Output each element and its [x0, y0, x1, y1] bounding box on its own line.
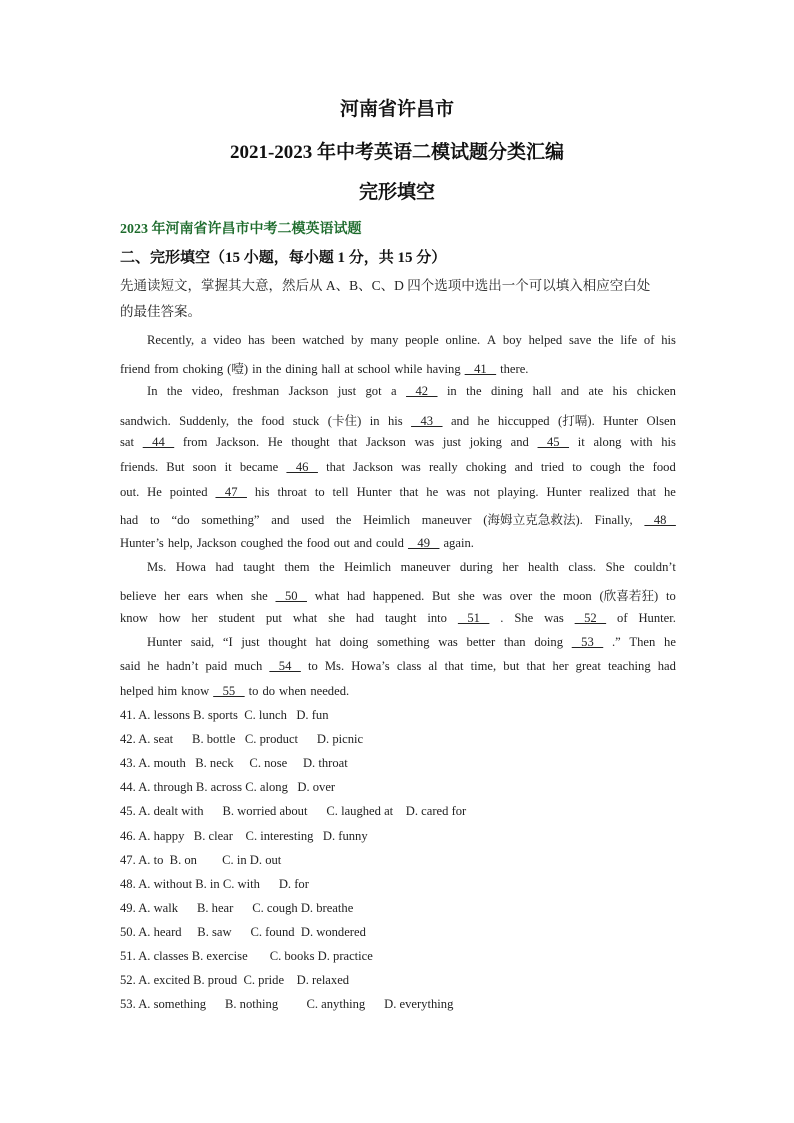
- passage-word: moon: [563, 589, 592, 603]
- passage-word: into: [427, 611, 447, 625]
- passage-line: [120, 485, 676, 500]
- passage-word: “do: [171, 513, 190, 527]
- passage-word: food: [652, 460, 676, 474]
- passage-line: [120, 659, 676, 674]
- passage-word: couldn’t: [634, 560, 676, 574]
- option-line: 42. A. seat B. bottle C. product D. picnic: [120, 732, 364, 746]
- passage-word: when: [215, 589, 244, 603]
- passage-word: al: [428, 659, 438, 673]
- passage-word: the: [598, 333, 614, 347]
- passage-word: there.: [500, 362, 529, 376]
- passage-word: has: [248, 333, 265, 347]
- option-line: 50. A. heard B. saw C. found D. wondered: [120, 925, 366, 939]
- instruction-line: 的最佳答案。: [120, 304, 201, 319]
- passage-line: [120, 410, 676, 429]
- passage-word: better: [466, 635, 496, 649]
- option-line: 52. A. excited B. proud C. pride D. relaxed: [120, 973, 350, 987]
- passage-line: [120, 358, 676, 377]
- passage-word: to: [572, 460, 582, 474]
- passage-word: the: [319, 560, 335, 574]
- passage-word: tried: [540, 460, 565, 474]
- passage-word: pointed: [169, 485, 208, 499]
- answer-blank: 52: [574, 611, 607, 625]
- passage-word: paid: [205, 659, 228, 673]
- document-title-topic: 完形填空: [358, 182, 435, 203]
- passage-word: coughed: [240, 536, 284, 550]
- passage-word: the: [336, 513, 352, 527]
- passage-word: Ms.: [324, 659, 345, 673]
- passage-word: his: [661, 333, 676, 347]
- passage-word: his: [612, 384, 628, 398]
- passage-word: maneuver: [400, 560, 451, 574]
- option-line: 51. A. classes B. exercise C. books D. practice: [120, 949, 373, 963]
- passage-word: got: [365, 384, 382, 398]
- passage-word: a: [200, 333, 207, 347]
- passage-word: choking: [182, 362, 224, 376]
- instruction-line: 先通读短文，掌握其大意，然后从 A、B、C、D 四个选项中选出一个可以填入相应空白处: [120, 278, 651, 293]
- passage-word: taught: [385, 611, 417, 625]
- passage-line: [120, 509, 676, 528]
- passage-word: had: [120, 513, 139, 527]
- passage-word: his: [387, 414, 403, 428]
- passage-word: life: [620, 333, 638, 347]
- option-line: 49. A. walk B. hear C. cough D. breathe: [120, 901, 354, 915]
- passage-word: her: [502, 560, 519, 574]
- passage-word: and: [271, 513, 290, 527]
- passage-word: that: [326, 460, 345, 474]
- passage-word: Then: [629, 635, 656, 649]
- passage-word: had: [346, 589, 366, 603]
- passage-word: thought: [268, 635, 307, 649]
- passage-word: .”: [611, 635, 621, 649]
- passage-word: Heimlich: [363, 513, 411, 527]
- answer-blank: 49: [407, 536, 440, 550]
- answer-blank: 42: [406, 384, 438, 398]
- passage-word: had: [215, 560, 234, 574]
- passage-word: But: [166, 460, 185, 474]
- passage-word: she: [250, 589, 268, 603]
- passage-word: out.: [120, 485, 140, 499]
- passage-word: student: [218, 611, 255, 625]
- passage-word: became: [239, 460, 279, 474]
- passage-word: sat: [120, 435, 134, 449]
- option-line: 44. A. through B. across C. along D. over: [120, 780, 336, 794]
- passage-word: throat: [277, 485, 307, 499]
- passage-word: doing: [534, 635, 564, 649]
- passage-word: Jackson: [196, 536, 237, 550]
- passage-word: what: [292, 611, 318, 625]
- passage-word: hall: [321, 362, 341, 376]
- passage-word: in: [446, 384, 457, 398]
- passage-word: was: [438, 635, 458, 649]
- passage-word: of: [643, 333, 655, 347]
- passage-word: Hunter: [546, 485, 582, 499]
- passage-word: he: [147, 659, 160, 673]
- passage-word: said,: [190, 635, 215, 649]
- passage-word: just: [337, 384, 357, 398]
- passage-word: he: [663, 485, 676, 499]
- passage-word: Hunter’s: [120, 536, 164, 550]
- passage-word: Hunter.: [638, 611, 676, 625]
- passage-word: joking: [469, 435, 502, 449]
- passage-word: (欣喜若狂): [599, 589, 659, 603]
- passage-word: something”: [201, 513, 260, 527]
- passage-word: chicken: [636, 384, 676, 398]
- passage-word: to: [149, 513, 160, 527]
- passage-word: with: [630, 435, 653, 449]
- passage-word: friend: [120, 362, 151, 376]
- passage-word: that: [526, 659, 546, 673]
- passage-word: Jackson: [365, 435, 406, 449]
- passage-word: was: [446, 485, 466, 499]
- passage-word: again.: [443, 536, 474, 550]
- passage-word: that: [399, 485, 419, 499]
- passage-word: hat: [315, 635, 331, 649]
- answer-blank: 53: [571, 635, 604, 649]
- answer-blank: 45: [537, 435, 570, 449]
- passage-word: “I: [222, 635, 233, 649]
- passage-word: something: [377, 635, 430, 649]
- passage-word: not: [473, 485, 490, 499]
- passage-word: online.: [445, 333, 481, 347]
- passage-word: taught: [243, 560, 275, 574]
- passage-word: (卡住): [327, 414, 362, 428]
- passage-word: been: [271, 333, 296, 347]
- passage-word: her: [164, 589, 181, 603]
- passage-word: but: [503, 659, 520, 673]
- passage-word: them: [284, 560, 310, 574]
- passage-word: He: [267, 435, 283, 449]
- passage-word: of: [617, 611, 628, 625]
- passage-word: (噎): [227, 362, 249, 376]
- answer-blank: 55: [213, 684, 245, 698]
- passage-word: to: [314, 485, 325, 499]
- passage-word: just: [442, 435, 462, 449]
- passage-word: watched: [302, 333, 345, 347]
- passage-line: [120, 684, 676, 699]
- passage-word: hiccupped: [497, 414, 550, 428]
- passage-word: from: [182, 435, 208, 449]
- passage-word: was: [414, 435, 435, 449]
- passage-word: she: [328, 611, 345, 625]
- option-line: 41. A. lessons B. sports C. lunch D. fun: [120, 708, 329, 722]
- passage-word: Jackson: [288, 384, 329, 398]
- passage-word: time,: [470, 659, 497, 673]
- passage-word: could: [376, 536, 404, 550]
- answer-blank: 50: [275, 589, 307, 603]
- passage-word: dining: [285, 362, 318, 376]
- passage-word: (打嗝).: [558, 414, 595, 428]
- passage-word: choking: [465, 460, 507, 474]
- passage-word: used: [301, 513, 325, 527]
- answer-blank: 54: [269, 659, 301, 673]
- passage-word: Olsen: [646, 414, 676, 428]
- answer-blank: 43: [411, 414, 443, 428]
- passage-word: save: [568, 333, 592, 347]
- option-line: 48. A. without B. in C. with D. for: [120, 877, 309, 891]
- passage-word: to: [665, 589, 676, 603]
- passage-word: a: [391, 384, 397, 398]
- passage-word: believe: [120, 589, 157, 603]
- passage-word: and: [514, 460, 533, 474]
- passage-word: over: [509, 589, 533, 603]
- passage-word: soon: [192, 460, 217, 474]
- passage-word: to: [307, 659, 318, 673]
- passage-word: ate: [588, 384, 604, 398]
- passage-word: stuck: [292, 414, 320, 428]
- passage-word: along: [593, 435, 622, 449]
- passage-word: was: [544, 611, 564, 625]
- passage-word: that: [637, 485, 657, 499]
- passage-word: class: [396, 659, 422, 673]
- passage-word: his: [254, 485, 270, 499]
- passage-word: that: [338, 435, 358, 449]
- passage-word: Jackson.: [216, 435, 260, 449]
- passage-word: Howa: [175, 560, 206, 574]
- passage-word: great: [575, 659, 601, 673]
- option-line: 46. A. happy B. clear C. interesting D. funny: [120, 829, 368, 843]
- option-line: 43. A. mouth B. neck C. nose D. throat: [120, 756, 348, 770]
- passage-word: had: [355, 611, 375, 625]
- passage-word: realized: [589, 485, 630, 499]
- passage-word: from: [154, 362, 179, 376]
- passage-word: was: [401, 460, 421, 474]
- passage-line: [120, 611, 676, 626]
- passage-word: She: [514, 611, 534, 625]
- passage-word: She: [605, 560, 625, 574]
- passage-word: Heimlich: [344, 560, 392, 574]
- passage-word: boy: [502, 333, 522, 347]
- passage-word: Jackson: [353, 460, 394, 474]
- passage-word: hall: [532, 384, 552, 398]
- passage-word: many: [370, 333, 399, 347]
- passage-word: at: [344, 362, 354, 376]
- passage-word: while: [394, 362, 423, 376]
- passage-word: health: [528, 560, 559, 574]
- passage-line: [120, 435, 676, 450]
- passage-word: what: [314, 589, 340, 603]
- passage-word: and: [450, 414, 470, 428]
- answer-blank: 51: [457, 611, 490, 625]
- passage-line: [147, 384, 676, 399]
- passage-word: Howa’s: [351, 659, 390, 673]
- passage-word: sandwich.: [120, 414, 171, 428]
- passage-word: the: [466, 384, 482, 398]
- passage-word: playing.: [497, 485, 539, 499]
- passage-word: said: [120, 659, 141, 673]
- passage-word: school: [357, 362, 391, 376]
- passage-line: [120, 585, 676, 604]
- passage-word: Recently,: [147, 333, 195, 347]
- passage-word: Hunter: [603, 414, 639, 428]
- passage-word: In: [147, 384, 158, 398]
- passage-word: it: [577, 435, 585, 449]
- passage-word: had: [657, 659, 676, 673]
- option-line: 45. A. dealt with B. worried about C. laughed at D. cared for: [120, 804, 467, 818]
- passage-word: and: [560, 384, 580, 398]
- passage-word: in: [369, 414, 380, 428]
- passage-word: just: [241, 635, 260, 649]
- passage-word: teaching: [607, 659, 651, 673]
- passage-word: the: [629, 460, 645, 474]
- passage-word: know: [120, 611, 148, 625]
- passage-word: class.: [568, 560, 597, 574]
- passage-word: freshman: [232, 384, 280, 398]
- passage-word: Suddenly,: [179, 414, 230, 428]
- passage-word: by: [351, 333, 364, 347]
- passage-word: the: [265, 362, 282, 376]
- passage-word: when: [279, 684, 307, 698]
- answer-blank: 48: [644, 513, 676, 527]
- passage-word: happened.: [372, 589, 425, 603]
- passage-line: [120, 536, 676, 551]
- passage-word: Ms.: [147, 560, 167, 574]
- passage-word: Hunter: [147, 635, 182, 649]
- document-title-region: 河南省许昌市: [339, 99, 454, 120]
- passage-word: hadn’t: [166, 659, 199, 673]
- passage-word: people: [405, 333, 439, 347]
- option-line: 53. A. something B. nothing C. anything D. everything: [120, 997, 454, 1011]
- passage-word: to: [248, 684, 259, 698]
- passage-word: he: [664, 635, 676, 649]
- passage-word: the: [287, 536, 303, 550]
- passage-word: video: [213, 333, 242, 347]
- passage-word: friends.: [120, 460, 159, 474]
- passage-word: him: [157, 684, 178, 698]
- passage-word: doing: [339, 635, 369, 649]
- passage-word: A: [486, 333, 497, 347]
- answer-blank: 44: [142, 435, 175, 449]
- passage-word: needed.: [310, 684, 350, 698]
- passage-word: maneuver: [421, 513, 472, 527]
- passage-word: But: [432, 589, 451, 603]
- passage-word: put: [265, 611, 282, 625]
- passage-word: the: [237, 414, 253, 428]
- passage-word: Finally,: [594, 513, 633, 527]
- passage-word: was: [482, 589, 503, 603]
- passage-word: having: [426, 362, 461, 376]
- passage-word: dining: [490, 384, 524, 398]
- passage-word: it: [224, 460, 232, 474]
- passage-word: the: [539, 589, 556, 603]
- exam-source-heading: 2023 年河南省许昌市中考二模英语试题: [120, 222, 362, 237]
- part-heading: 二、完形填空（15 小题，每小题 1 分，共 15 分）: [120, 250, 447, 266]
- passage-word: out: [333, 536, 350, 550]
- passage-word: he: [426, 485, 439, 499]
- passage-line: [120, 460, 676, 475]
- passage-word: that: [444, 659, 464, 673]
- passage-word: and: [353, 536, 372, 550]
- passage-line: [147, 333, 676, 348]
- passage-word: her: [552, 659, 569, 673]
- passage-word: food: [306, 536, 330, 550]
- passage-line: [147, 560, 676, 575]
- passage-word: his: [661, 435, 676, 449]
- passage-line: [147, 635, 676, 650]
- passage-word: helped: [528, 333, 563, 347]
- answer-blank: 46: [286, 460, 318, 474]
- passage-word: help,: [167, 536, 193, 550]
- passage-word: He: [147, 485, 162, 499]
- answer-blank: 41: [464, 362, 497, 376]
- passage-word: and: [510, 435, 529, 449]
- answer-blank: 47: [215, 485, 247, 499]
- passage-word: know: [181, 684, 210, 698]
- passage-word: ears: [187, 589, 209, 603]
- passage-word: helped: [120, 684, 154, 698]
- passage-word: .: [500, 611, 504, 625]
- passage-word: in: [252, 362, 262, 376]
- passage-word: than: [503, 635, 526, 649]
- passage-word: during: [459, 560, 493, 574]
- option-line: 47. A. to B. on C. in D. out: [120, 853, 282, 867]
- passage-word: he: [477, 414, 490, 428]
- passage-word: the: [166, 384, 183, 398]
- passage-word: tell: [332, 485, 349, 499]
- passage-word: do: [262, 684, 276, 698]
- document-title-years: 2021-2023 年中考英语二模试题分类汇编: [229, 142, 565, 163]
- passage-word: thought: [291, 435, 330, 449]
- passage-word: food: [261, 414, 285, 428]
- passage-word: cough: [590, 460, 621, 474]
- passage-word: (海姆立克急救法).: [483, 513, 583, 527]
- passage-word: much: [234, 659, 263, 673]
- passage-word: really: [428, 460, 458, 474]
- passage-word: how: [158, 611, 181, 625]
- passage-word: her: [191, 611, 208, 625]
- passage-word: she: [457, 589, 475, 603]
- passage-word: Hunter: [356, 485, 392, 499]
- passage-word: video,: [191, 384, 223, 398]
